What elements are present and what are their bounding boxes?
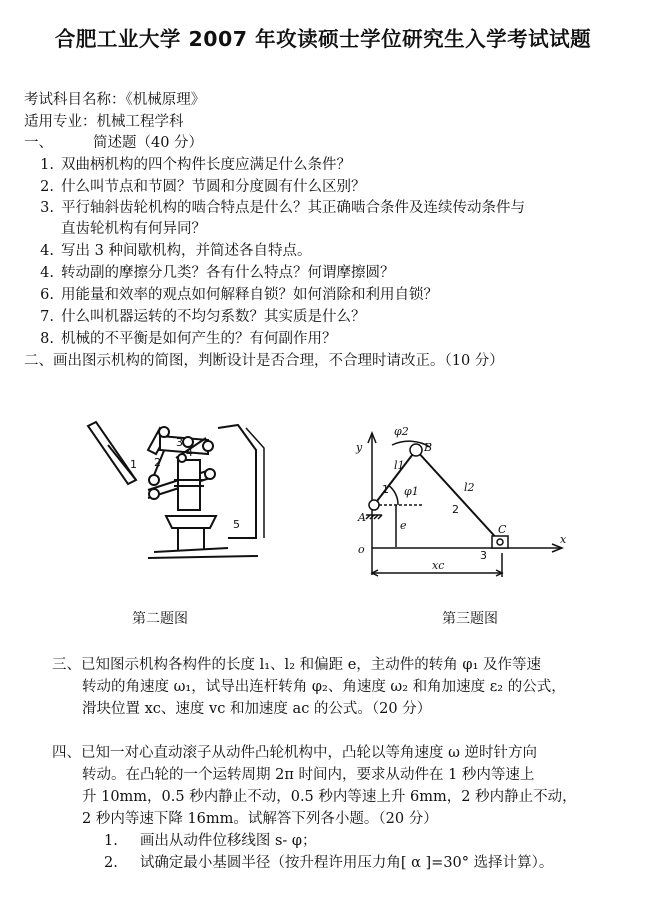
fig2-label-5: 5 xyxy=(233,518,240,531)
fig2-label-3: 3 xyxy=(176,436,183,449)
section4-line2: 转动。在凸轮的一个运转周期 2π 时间内，要求从动件在 1 秒内等速上 xyxy=(82,767,535,783)
section1-heading xyxy=(24,133,203,153)
fig3-label-A: A xyxy=(358,511,366,524)
question-1: 1. 双曲柄机构的四个构件长度应满足什么条件？ xyxy=(40,157,351,173)
applicable-major: 适用专业：机械工程学科 xyxy=(24,114,184,130)
section2-heading: 二、画出图示机构的简图，判断设计是否合理，不合理时请改正。（10 分） xyxy=(24,353,504,369)
question-7: 7. 什么叫机器运转的不均匀系数？其实质是什么？ xyxy=(40,309,366,325)
fig3-label-phi1: φ1 xyxy=(404,485,419,498)
figure-2-mechanism xyxy=(78,420,318,570)
section3-line2: 转动的角速度 ω₁，试导出连杆转角 φ₂、角速度 ω₂ 和角加速度 ε₂ 的公式， xyxy=(82,679,566,695)
fig3-label-o: o xyxy=(358,543,365,556)
section1-number: 一、 xyxy=(24,135,53,151)
section4-line1: 四、已知一对心直动滚子从动件凸轮机构中，凸轮以等角速度 ω 逆时针方向 xyxy=(52,745,538,761)
fig3-label-C: C xyxy=(498,523,507,536)
fig3-label-2: 2 xyxy=(452,503,459,516)
section3-line1: 三、已知图示机构各构件的长度 l₁、l₂ 和偏距 e，主动件的转角 φ₁ 及作等速 xyxy=(52,657,541,673)
exam-subject: 考试科目名称：《机械原理》 xyxy=(24,92,206,108)
figure-3-slider-crank xyxy=(352,425,572,585)
question-4: 4. 写出 3 种间歇机构，并简述各自特点。 xyxy=(40,243,312,259)
question-3-continued: 直齿轮机构有何异同？ xyxy=(61,221,206,237)
fig2-label-4: 4 xyxy=(186,446,193,459)
section4-sub2: 2. 试确定最小基圆半径（按升程许用压力角[ α ]=30° 选择计算）。 xyxy=(104,855,554,871)
section4-line4: 2 秒内等速下降 16mm。试解答下列各小题。（20 分） xyxy=(82,811,438,827)
section1-title: 简述题（40 分） xyxy=(93,135,204,151)
fig2-label-2: 2 xyxy=(154,456,161,469)
fig3-label-l1: l1 xyxy=(394,459,405,472)
fig3-label-xc: xc xyxy=(432,559,445,572)
fig3-label-3: 3 xyxy=(480,549,487,562)
question-6: 6. 用能量和效率的观点如何解释自锁？如何消除和利用自锁？ xyxy=(40,287,438,303)
section4-line3: 升 10mm，0.5 秒内静止不动，0.5 秒内等速上升 6mm，2 秒内静止不动， xyxy=(82,789,577,805)
fig2-label-1: 1 xyxy=(130,458,137,471)
fig3-label-l2: l2 xyxy=(464,481,475,494)
question-5: 4. 转动副的摩擦分几类？各有什么特点？何谓摩擦圆？ xyxy=(40,265,395,281)
fig3-label-x: x xyxy=(560,533,567,546)
page-title: 合肥工业大学 2007 年攻读硕士学位研究生入学考试试题 xyxy=(54,27,592,51)
question-3: 3. 平行轴斜齿轮机构的啮合特点是什么？其正确啮合条件及连续传动条件与 xyxy=(40,200,525,216)
fig3-label-e: e xyxy=(400,519,407,532)
fig3-caption: 第三题图 xyxy=(442,611,498,627)
fig3-label-phi2: φ2 xyxy=(394,425,409,438)
fig3-label-B: B xyxy=(424,441,433,454)
fig3-label-1: 1 xyxy=(382,483,389,496)
question-8: 8. 机械的不平衡是如何产生的？有何副作用？ xyxy=(40,331,337,347)
fig2-caption: 第二题图 xyxy=(132,611,188,627)
question-2: 2. 什么叫节点和节圆？节圆和分度圆有什么区别？ xyxy=(40,179,366,195)
section4-sub1: 1. 画出从动件位移线图 s- φ； xyxy=(104,833,317,849)
section3-line3: 滑块位置 xc、速度 vc 和加速度 ac 的公式。（20 分） xyxy=(82,701,432,717)
fig3-label-y: y xyxy=(356,441,363,454)
